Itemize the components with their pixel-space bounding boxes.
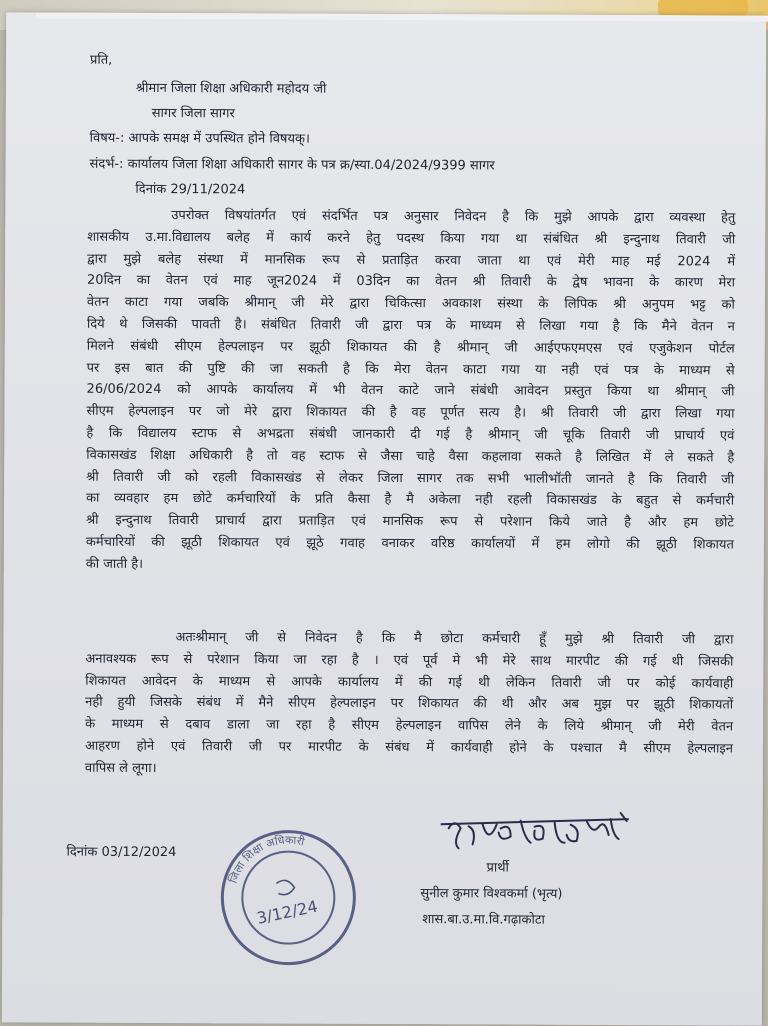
text-line: 26/06/2024 को आपके कार्यालय में भी वेतन काटे जाने संबंधी आवेदन प्रस्तुत किया था श्रीमान् जी: [86, 382, 735, 400]
stamp-text: जिला शिक्षा अधिकारी: [226, 833, 306, 885]
text-line: नही हुयी जिसके संबंध में मैने सीएम हेल्पलाइन पर शिकायत की थी और अब मुझ पर झूठी शिकायतों: [85, 695, 734, 713]
text-line: दिये थे जिसकी पावती है। संबंधित तिवारी जी द्वारा पत्र के माध्यम से लिखा गया है कि मैने वेतन न: [86, 316, 735, 335]
text-line: 20दिन का वेतन एवं माह जून2024 में 03दिन का वेतन श्री तिवारी के द्वेष भावना के कारण मेरा: [87, 273, 736, 291]
text-line: अनावश्यक रूप से परेशान किया जा रहा है । एवं पूर्व मे भी मेरे साथ मारपीट की गई थी जिसकी: [85, 651, 734, 670]
text-line: विकासखंड शिक्षा अधिकारी है तो वह स्टाफ से जैसा चाहे वैसा कहलावा सकते है लिखित में ले सकते है: [86, 447, 735, 466]
office-stamp: [216, 825, 361, 970]
text-line: पर इस बात की पुष्टि की जा सकती है कि मेरा वेतन काटा गया या नही एवं पत्र के माध्यम से: [86, 360, 735, 379]
stamp-date: 3/12/24: [255, 896, 320, 928]
text-line: शासकीय उ.मा.विद्यालय बलेह में कार्य करने हेतु पदस्थ किया गया था संबंधित श्री इन्दुनाथ तिवारी जी: [87, 229, 736, 248]
applicant-school: शास.बा.उ.मा.वि.गढ़ाकोटा: [422, 912, 545, 928]
text-line: शिकायत आवेदन के माध्यम से आपके कार्यालय में की गई थी लेकिन तिवारी जी पर कोई कार्यवाही: [85, 673, 734, 692]
addressee-line-1: श्रीमान जिला शिक्षा अधिकारी महोदय जी: [135, 80, 327, 97]
text-line: श्री इन्दुनाथ तिवारी प्राचार्य द्वारा प्रताड़ित एवं मानसिक रूप से परेशान किये जाते है और हम छोटे: [85, 512, 735, 531]
subject-line: विषय-: आपके समक्ष में उपस्थित होने विषयक्।: [89, 130, 310, 147]
text-line: के माध्यम से दबाव डाला जा रहा है सीएम हेल्पलाइन वापिस लेने के लिये श्रीमान् जी मेरी वेतन: [85, 716, 734, 735]
salutation: प्रति,: [89, 52, 113, 68]
text-line: द्वारा मुझे बलेह संस्था में मानसिक रूप से प्रताड़ित करवा जाता था एवं मेरी माह मई 2024 में: [87, 251, 736, 270]
body-paragraph-1: [86, 205, 736, 578]
text-line: श्री तिवारी जी को रहली विकासखंड से लेकर जिला सागर तक सभी भालीभॉती जानते है कि तिवारी जी: [86, 469, 735, 488]
text-line: आहरण होने एवं तिवारी जी पर मारपीट के संबंध में कार्यवाही होने के पश्चात मै सीएम हेल्पलाइन: [84, 738, 734, 757]
text-line: है कि विद्यालय स्टाफ से अभद्रता संबंधी जानकारी दी गई है श्रीमान् जी चूकि तिवारी जी प्राचार्य एवं: [86, 425, 735, 444]
applicant-name: सुनील कुमार विश्वकर्मा (भृत्य): [420, 886, 563, 902]
text-line: कर्मचारियों की झूठी शिकायत एवं झूठे गवाह वनाकर वरिष्ठ कार्यालयों में हम लोगो की झूठी शिकायत: [85, 534, 734, 553]
sign-date: दिनांक 03/12/2024: [66, 844, 177, 861]
applicant-label: प्रार्थी: [486, 860, 509, 876]
addressee-line-2: सागर जिला सागर: [151, 105, 235, 122]
reference-line: संदर्भ-: कार्यालय जिला शिक्षा अधिकारी सागर के पत्र क्र/स्या.04/2024/9399 सागर: [89, 156, 495, 174]
text-line: की जाती है।: [85, 556, 144, 572]
handwritten-signature: [435, 806, 635, 863]
svg-text:जिला शिक्षा अधिकारी: [226, 833, 305, 885]
reference-date: दिनांक 29/11/2024: [135, 181, 246, 198]
text-line: मिलने संबंधी सीएम हेल्पलाइन पर झूठी शिकायत की है श्रीमान् जी आईएफएमएस एवं एजुकेशन पोर्टल: [86, 338, 735, 357]
text-line: उपरोक्त विषयांतर्गत एवं संदर्भित पत्र अनुसार निवेदन है कि मुझे आपके द्वारा व्यवस्था हेतु: [171, 208, 736, 226]
stamp-initials-mark: [276, 880, 294, 894]
letter-page: [2, 12, 766, 1025]
text-line: अतःश्रीमान् जी से निवेदन है कि मै छोटा कर्मचारी हूँ मुझे श्री तिवारी जी द्वारा: [175, 630, 734, 648]
text-line: वापिस ले लूगा।: [84, 760, 157, 776]
text-line: का व्यवहार हम छोटे कर्मचारियों के प्रति कैसा है मै अकेला नही रहली विकासखंड के बहुत से कर्मचारी: [86, 491, 735, 509]
body-paragraph-2: [85, 627, 734, 782]
text-line: वेतन काटा गया जबकि श्रीमान् जी मेरे द्वारा चिकित्सा अवकाश संस्था के लिपिक श्री अनुपम भट्ट को: [86, 294, 735, 313]
text-line: सीएम हेल्पलाइन पर जो मेरे द्वारा शिकायत की है वह पूर्णत सत्य है। श्री तिवारी जी द्वारा लिखा गया: [86, 403, 735, 422]
